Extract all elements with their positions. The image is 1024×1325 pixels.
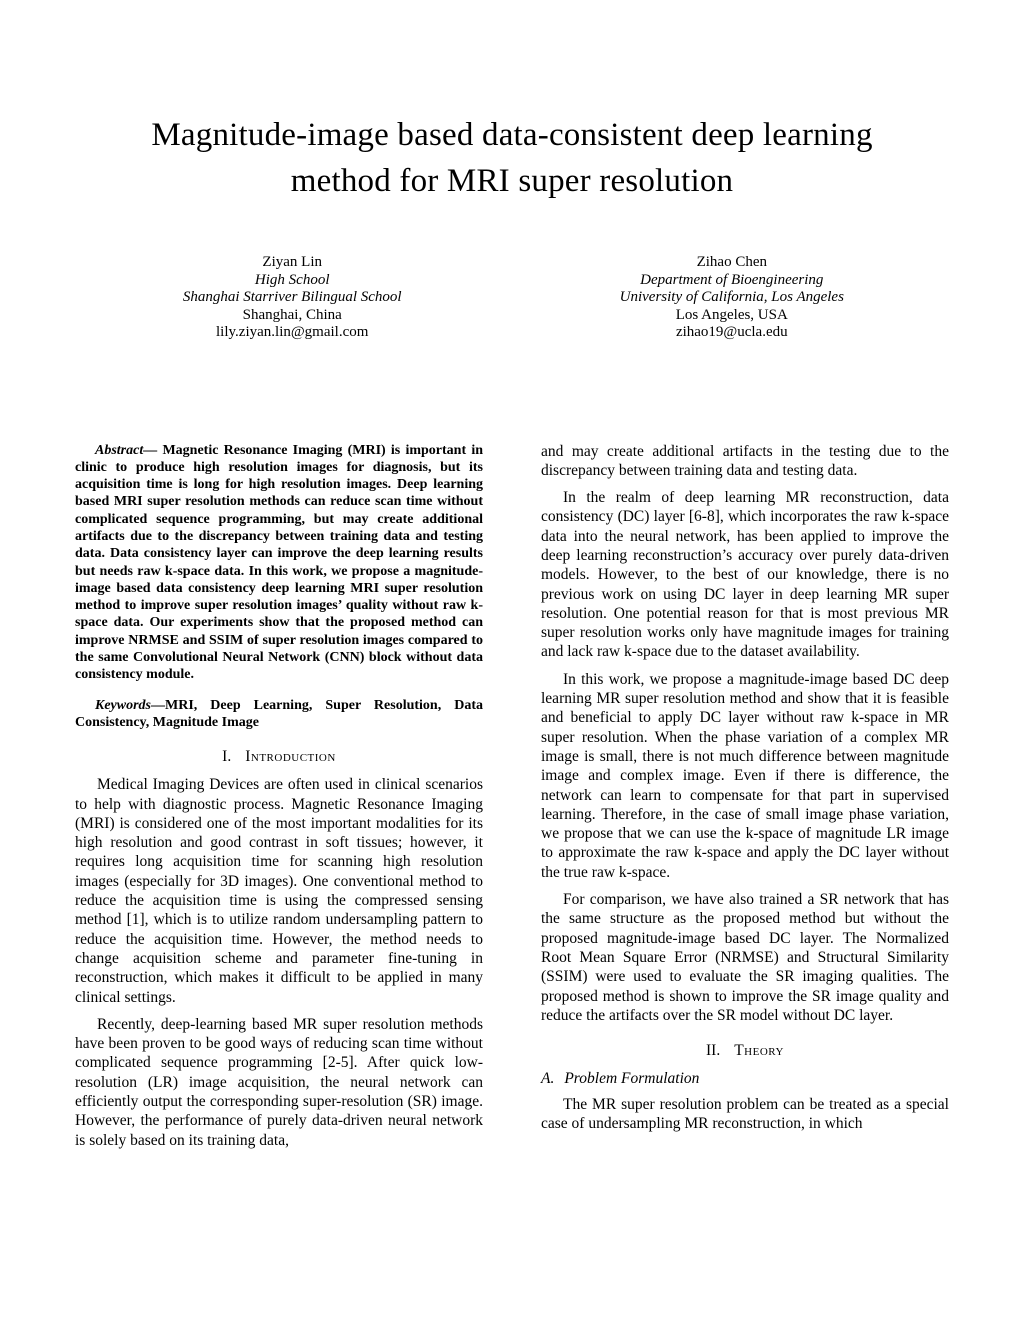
author-affiliation-line1: Department of Bioengineering <box>640 271 824 288</box>
author-email: zihao19@ucla.edu <box>675 324 788 340</box>
author-affiliation-line2: Shanghai Starriver Bilingual School <box>182 289 402 305</box>
intro-paragraph-2: Recently, deep-learning based MR super resolution methods have been proven to be good ways of reducing scan time without complicated sequence programming [2-5]. After quick low-resolution (LR) image acquisition, the neural network can efficiently output the corresponding super-resolution (SR) image. However, the performance of purely data-driven neural network is solely based on its training data, <box>75 1015 483 1149</box>
author-affiliation-line1: High School <box>254 271 330 288</box>
paper-title: Magnitude-image based data-consistent deep learning method for MRI super resolution <box>151 117 873 199</box>
subsection-heading-problem-formulation <box>541 1070 949 1088</box>
author-block-2 <box>545 254 919 342</box>
author-block-1 <box>105 254 479 342</box>
intro-paragraph-3: In the realm of deep learning MR reconstruction, data consistency (DC) layer [6-8], which incorporates the raw k-space data into the neural network, has been applied to improve the deep learning reconstruction’s accuracy over purely data-driven models. However, to the best of our knowledge, there is no previous work on using DC layer in deep learning MR super resolution. One potential reason for that is most previous MR super resolution works only have magnitude images for training and lack raw k-space due to the dataset availability. <box>541 489 949 661</box>
author-affiliation-line2: University of California, Los Angeles <box>619 289 844 305</box>
intro-paragraph-2-continuation: and may create additional artifacts in the testing due to the discrepancy between training data and testing data. <box>541 442 949 479</box>
author-location: Shanghai, China <box>242 306 342 323</box>
subsection-label: A. <box>541 1070 555 1088</box>
keywords-label: Keywords <box>95 697 151 713</box>
intro-paragraph-1: Medical Imaging Devices are often used in clinical scenarios to help with diagnostic process. Magnetic Resonance Imaging (MRI) is considered one of the most important modalities for its high resolution and good contrast in soft tissues; however, it requires long acquisition time for scanning high resolution images (especially for 3D images). One conventional method to reduce the acquisition time is using the compressed sensing method [1], which is to utilize random undersampling pattern to reduce the acquisition time. However, the method needs to change acquisition scheme and parameter fine-tuning in reconstruction, which makes it difficult to be applied in many clinical settings. <box>75 776 483 1006</box>
right-column <box>541 442 949 1158</box>
author-email: lily.ziyan.lin@gmail.com <box>216 324 369 340</box>
intro-paragraph-4: In this work, we propose a magnitude-image based DC deep learning MR super resolution method and show that it is feasible and beneficial to apply DC layer without raw k-space in MR super resolution. When the phase variation of a complex MR image is small, there is not much difference between magnitude image and complex image. Even if there is difference, the network can learn to compensate for that part in supervised learning. Therefore, in the case of small image phase variation, we propose that we can use the k-space of magnitude LR image to approximate the raw k-space and apply the DC layer without the true raw k-space. <box>541 670 949 881</box>
section-heading-introduction <box>75 748 483 766</box>
intro-paragraph-5: For comparison, we have also trained a SR network that has the same structure as the proposed method but without the proposed magnitude-image based DC layer. The Normalized Root Mean Square Error (NRMSE) and Structural Similarity (SSIM) were used to evaluate the SR imaging qualities. The proposed method is shown to improve the SR image quality and reduce the artifacts over the SR model without DC layer. <box>541 891 949 1024</box>
keywords <box>75 697 483 732</box>
section-heading-theory <box>541 1042 949 1060</box>
authors-row <box>75 254 949 342</box>
subsection-title: Problem Formulation <box>564 1070 700 1088</box>
theory-paragraph-1: The MR super resolution problem can be treated as a special case of undersampling MR reconstruction, in which <box>541 1096 949 1133</box>
section-number: I. <box>222 748 232 766</box>
section-number: II. <box>706 1042 721 1060</box>
two-column-body <box>75 442 949 1158</box>
keywords-text: —MRI, Deep Learning, Super Resolution, Data Consistency, Magnitude Image <box>75 697 483 730</box>
author-name: Zihao Chen <box>696 254 767 270</box>
section-title: Introduction <box>245 748 336 766</box>
abstract <box>75 442 483 684</box>
section-title: Theory <box>734 1042 784 1060</box>
abstract-label: Abstract— <box>95 442 158 458</box>
author-location: Los Angeles, USA <box>675 306 788 323</box>
author-name: Ziyan Lin <box>262 254 322 270</box>
left-column <box>75 442 483 1158</box>
abstract-text: Magnetic Resonance Imaging (MRI) is important in clinic to produce high resolution images for diagnosis, but its acquisition time is long for high resolution images. Deep learning based MRI super resolution methods can reduce scan time without complicated sequence programming, but may create additional artifacts due to the discrepancy between training data and testing data. Data consistency layer can improve the deep learning results but needs raw k-space data. In this work, we propose a magnitude-image based data consistency deep learning MRI super resolution method to improve super resolution images’ quality without raw k-space data. Our experiments show that the proposed method can improve NRMSE and SSIM of super resolution images compared to the same Convolutional Neural Network (CNN) block without data consistency module. <box>75 442 484 683</box>
